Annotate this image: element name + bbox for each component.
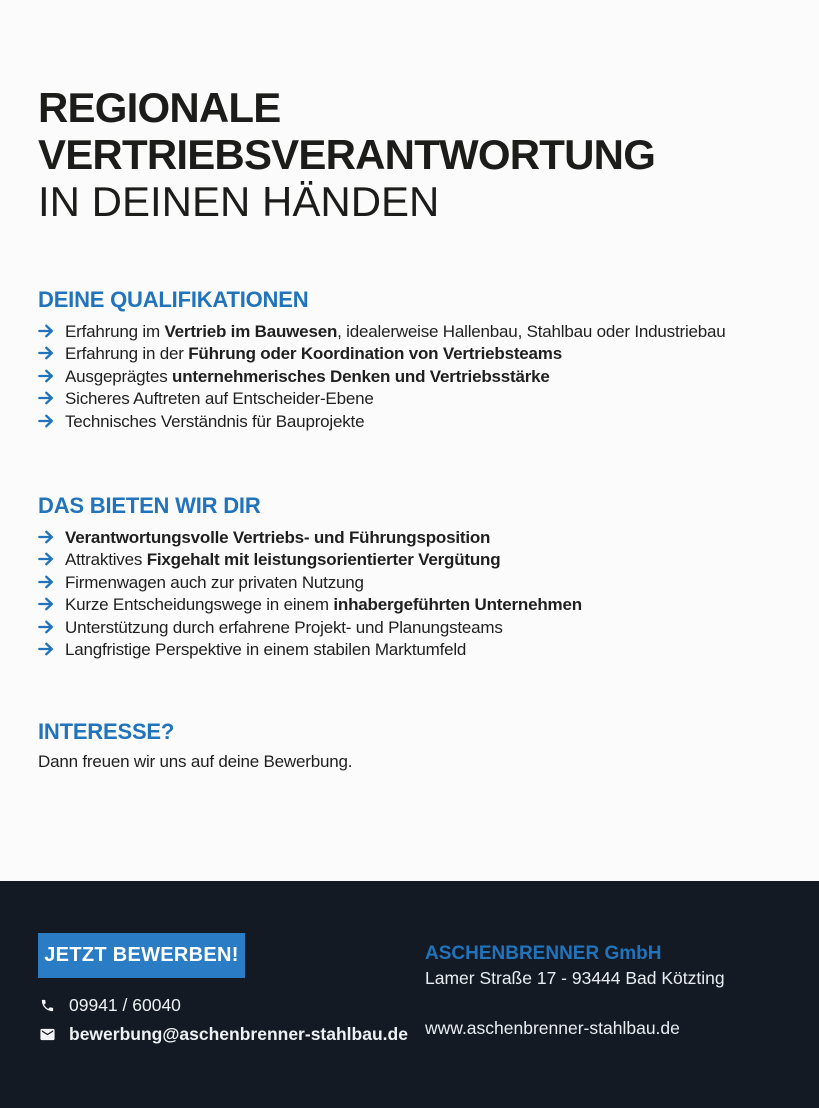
footer-right-column (425, 881, 781, 1108)
arrow-right-icon (38, 530, 55, 544)
company-address: Lamer Straße 17 - 93444 Bad Kötzting (425, 968, 725, 988)
list-item-text: Sicheres Auftreten auf Entscheider-Ebene (65, 389, 374, 409)
phone-row (38, 994, 181, 1016)
apply-now-button[interactable]: JETZT BEWERBEN! (38, 933, 245, 978)
website-link[interactable]: www.aschenbrenner-stahlbau.de (425, 1018, 680, 1038)
list-item-text: Attraktives Fixgehalt mit leistungsorientierter Vergütung (65, 550, 501, 570)
arrow-right-icon (38, 552, 55, 566)
list-item (38, 594, 781, 616)
arrow-right-icon (38, 324, 55, 338)
section-qualifications (38, 287, 781, 433)
job-ad-flyer (0, 84, 819, 1044)
main-content (0, 84, 819, 773)
footer-left-column (38, 881, 425, 1108)
list-item (38, 549, 781, 571)
qualifications-title: DEINE QUALIFIKATIONEN (38, 287, 309, 312)
headline (38, 84, 781, 225)
list-item (38, 343, 781, 365)
qualifications-list (38, 321, 781, 433)
list-item-text: Firmenwagen auch zur privaten Nutzung (65, 572, 364, 592)
list-item (38, 639, 781, 661)
list-item-text: Langfristige Perspektive in einem stabilen Marktumfeld (65, 640, 467, 660)
envelope-icon (38, 1026, 56, 1043)
email-address[interactable]: bewerbung@aschenbrenner-stahlbau.de (69, 1024, 408, 1044)
list-item-text: Erfahrung in der Führung oder Koordination von Vertriebsteams (65, 344, 562, 364)
section-interest (38, 719, 781, 773)
footer (0, 881, 819, 1108)
arrow-right-icon (38, 642, 55, 656)
list-item (38, 527, 781, 549)
list-item (38, 321, 781, 343)
phone-icon (38, 998, 56, 1013)
arrow-right-icon (38, 575, 55, 589)
list-item (38, 411, 781, 433)
benefits-list (38, 527, 781, 661)
list-item (38, 388, 781, 410)
list-item-text: Erfahrung im Vertrieb im Bauwesen, idealerweise Hallenbau, Stahlbau oder Industriebau (65, 322, 726, 341)
email-row (38, 1023, 408, 1045)
section-benefits (38, 493, 781, 661)
headline-line1: REGIONALE (38, 84, 281, 131)
list-item-text: Verantwortungsvolle Vertriebs- und Führungsposition (65, 528, 491, 548)
benefits-title: DAS BIETEN WIR DIR (38, 493, 261, 519)
headline-line2: VERTRIEBSVERANTWORTUNG (38, 131, 656, 178)
list-item-text: Ausgeprägtes unternehmerisches Denken und Vertriebsstärke (65, 366, 550, 386)
arrow-right-icon (38, 369, 55, 383)
interest-title: INTERESSE? (38, 719, 175, 745)
arrow-right-icon (38, 414, 55, 428)
arrow-right-icon (38, 620, 55, 634)
list-item (38, 617, 781, 639)
arrow-right-icon (38, 391, 55, 405)
phone-number: 09941 / 60040 (69, 995, 181, 1015)
interest-text: Dann freuen wir uns auf deine Bewerbung. (38, 752, 353, 772)
list-item-text: Kurze Entscheidungswege in einem inhabergeführten Unternehmen (65, 595, 582, 615)
headline-line3: IN DEINEN HÄNDEN (38, 178, 440, 225)
list-item-text: Unterstützung durch erfahrene Projekt- und Planungsteams (65, 617, 503, 637)
arrow-right-icon (38, 597, 55, 611)
list-item (38, 572, 781, 594)
list-item-text: Technisches Verständnis für Bauprojekte (65, 411, 365, 431)
arrow-right-icon (38, 346, 55, 360)
list-item (38, 366, 781, 388)
company-name: ASCHENBRENNER GmbH (425, 943, 662, 964)
